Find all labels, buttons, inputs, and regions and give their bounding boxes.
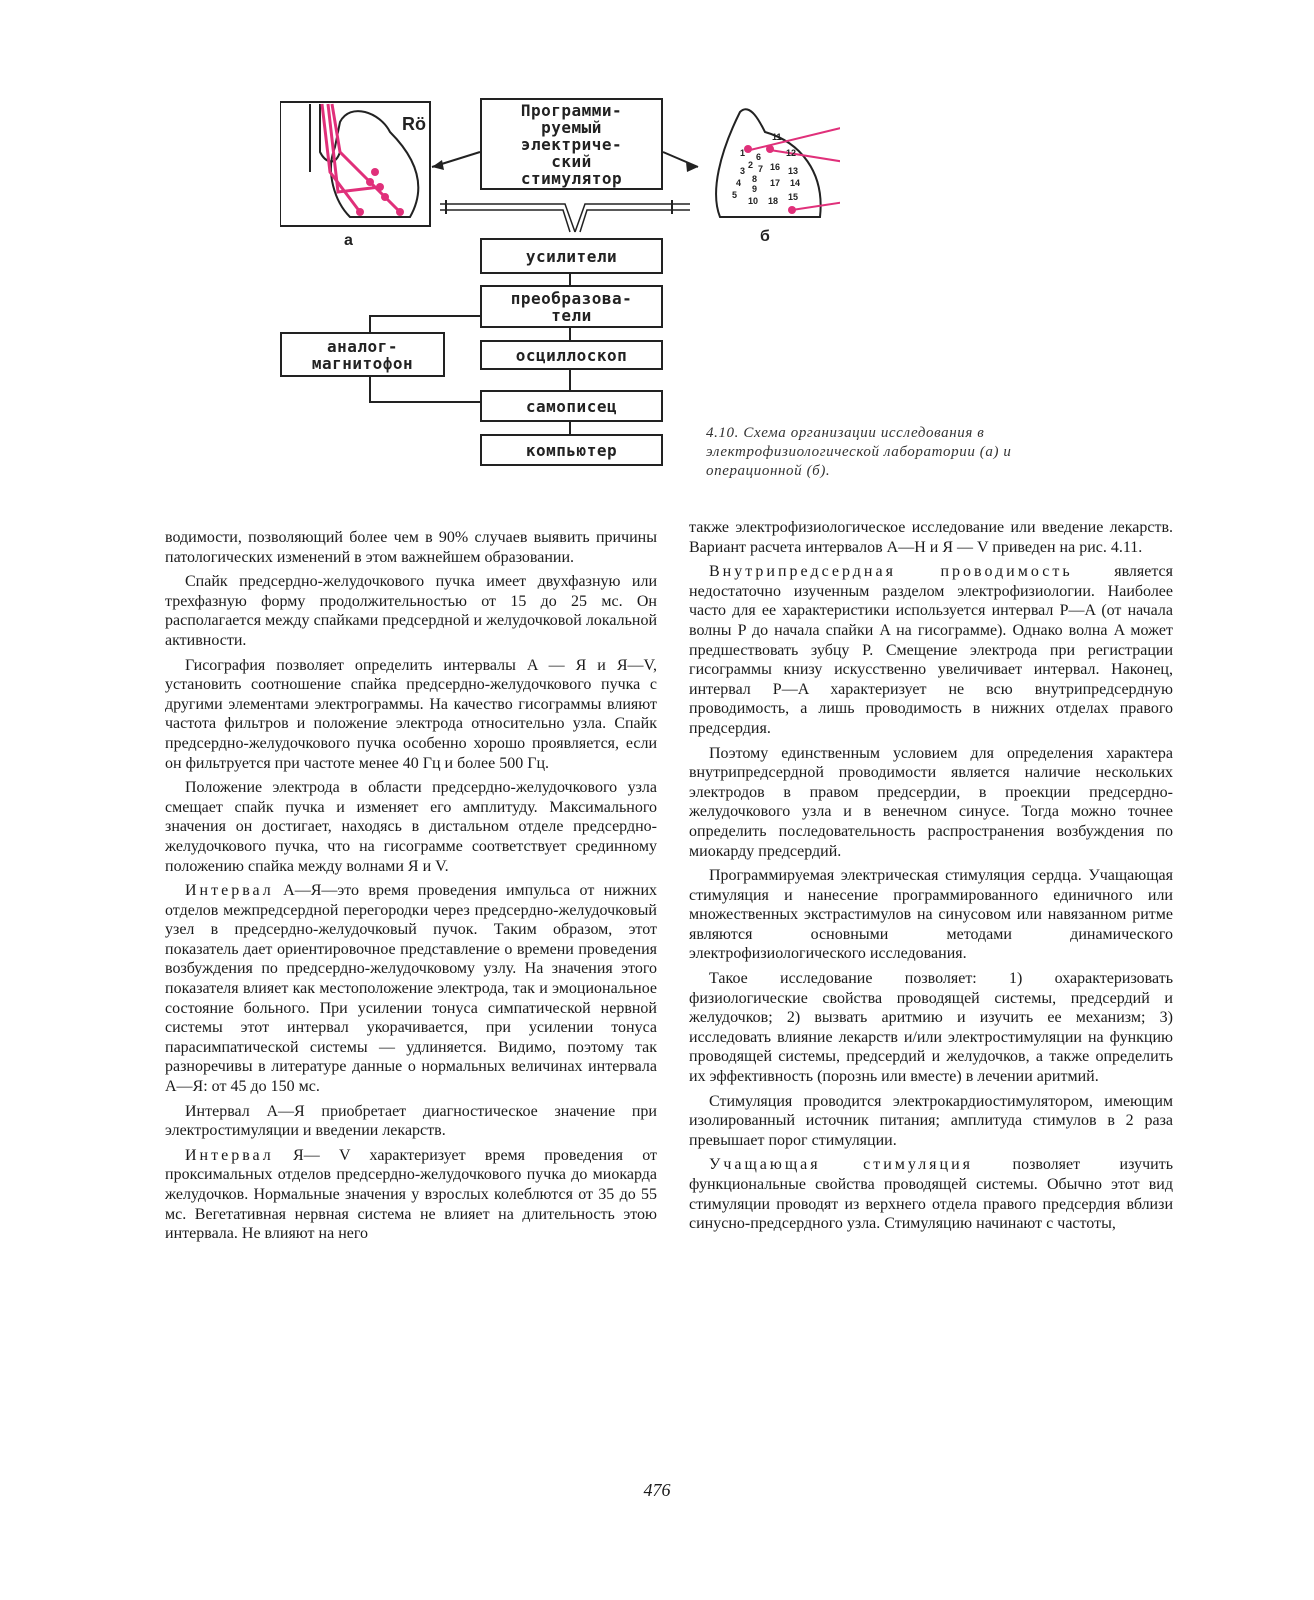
amplifiers-box: усилители bbox=[480, 238, 663, 274]
paragraph-text: Такое исследование позволяет: 1) охарактеризовать физиологические свойства проводящей системы, предсердий и желудочков; 2) вызвать аритмию и изучить ее механизм; 3) исследовать влияние лекарств и/или электростимуляции на функцию проводящей системы, предсердий и желудочков, а также определить их эффективность (порознь или вместе) в лечении аритмий. bbox=[689, 970, 1173, 1086]
electrode-number: 12 bbox=[786, 148, 797, 158]
paragraph-text: Поэтому единственным условием для определения характера внутрипредсердной проводимости является наличие нескольких электродов в правом предсердии, в проекции предсердно-желудочкового узла и в венечном синусе. Тогда можно точнее определить последовательность распространения возбуждения по миокарду предсердий. bbox=[689, 744, 1173, 860]
paragraph-text: Программируемая электрическая стимуляция сердца. Учащающая стимуляция и нанесение программированного единичного или множественных экстрастимулов на синусовом или навязанном ритме являются основными методами динамического электрофизиологического исследования. bbox=[689, 867, 1173, 963]
paragraph bbox=[165, 881, 657, 1097]
arrow-to-b bbox=[663, 152, 698, 167]
paragraph bbox=[165, 778, 657, 876]
page-number: 476 bbox=[643, 1480, 671, 1500]
spaced-heading: Интервал bbox=[185, 1146, 274, 1164]
stimulator-box: Программи- руемый электриче- ский стимулятор bbox=[480, 98, 663, 190]
electrode-number: 14 bbox=[790, 178, 801, 188]
lead-a-1 bbox=[440, 204, 575, 232]
paragraph bbox=[165, 1146, 657, 1244]
paragraph bbox=[689, 562, 1173, 738]
lead-b-2 bbox=[580, 210, 690, 232]
spaced-heading: Внутрипредсердная проводимость bbox=[709, 563, 1073, 581]
paragraph-text: Стимуляция проводится электрокардиостимулятором, имеющим изолированный источник питания; амплитуда стимулов в 2 раза превышает порог стимуляции. bbox=[689, 1092, 1173, 1149]
paragraph-text: водимости, позволяющий более чем в 90% случаев выявить причины патологических изменений в этом важнейшем образовании. bbox=[165, 529, 657, 566]
panel-b-label: б bbox=[760, 228, 770, 245]
figure-caption bbox=[706, 424, 1046, 481]
paragraph bbox=[689, 518, 1173, 557]
computer-box: компьютер bbox=[480, 434, 663, 466]
electrode-number: 6 bbox=[756, 152, 762, 162]
wire-b-3 bbox=[792, 202, 840, 210]
tape-recorder-box: аналог- магнитофон bbox=[280, 332, 445, 377]
electrode-number: 15 bbox=[788, 192, 799, 202]
electrode-number: 5 bbox=[732, 190, 738, 200]
wire-b-2 bbox=[770, 150, 840, 162]
converters-box: преобразова- тели bbox=[480, 285, 663, 328]
electrode-number: 2 bbox=[748, 160, 754, 170]
electrode-number: 13 bbox=[788, 166, 799, 176]
paragraph-text: также электрофизиологическое исследование или введение лекарств. Вариант расчета интервалов A—H и Я — V приведен на рис. 4.11. bbox=[689, 519, 1173, 556]
oscilloscope-box: осциллоскоп bbox=[480, 340, 663, 370]
panel-a-label: а bbox=[344, 232, 353, 249]
spaced-heading: Учащающая стимуляция bbox=[709, 1156, 974, 1174]
electrode-number: 7 bbox=[758, 164, 764, 174]
rontgen-label: Rö bbox=[402, 114, 426, 134]
electrode-number: 11 bbox=[772, 132, 782, 142]
paragraph bbox=[689, 866, 1173, 964]
caption-number: 4.10. bbox=[706, 425, 739, 441]
paragraph bbox=[165, 1102, 657, 1141]
paragraph-text: позволяет изучить функциональные свойства проводящей системы. Обычно этот вид стимуляции проводят из верхнего отдела правого предсердия вблизи синусно-предсердного узла. Стимуляцию начинают с частоты, bbox=[689, 1156, 1173, 1233]
paragraph-text: Гисография позволяет определить интервалы A — Я и Я—V, установить соотношение спайка предсердно-желудочкового пучка с другими элементами электрограммы. На качество гисограммы влияют частота фильтров и положение электрода относительно узла. Спайк предсердно-желудочкового пучка особенно хорошо проявляется, если он фильтруется при частоте менее 40 Гц и более 500 Гц. bbox=[165, 656, 657, 772]
catheter-2 bbox=[332, 104, 400, 212]
electrode-number: 3 bbox=[740, 166, 746, 176]
paragraph-text: Интервал A—Я приобретает диагностическое значение при электростимуляции и введении лекарств. bbox=[165, 1102, 657, 1140]
electrode-number: 10 bbox=[748, 196, 759, 206]
electrode-number: 16 bbox=[770, 162, 781, 172]
electrode-number: 4 bbox=[736, 178, 742, 188]
recorder-box: самописец bbox=[480, 390, 663, 422]
paragraph bbox=[165, 528, 657, 567]
paragraph bbox=[689, 969, 1173, 1087]
electrode-number: 18 bbox=[768, 196, 779, 206]
lead-a-2 bbox=[440, 210, 570, 232]
electrode-number: 1 bbox=[740, 148, 746, 158]
paragraph-text: Положение электрода в области предсердно-желудочкового узла смещает спайк пучка и изменяет его амплитуду. Максимального значения он достигает, находясь в дистальном отделе предсердно-желудочкового пучка, что на гисограмме соответствует срединному положению спайка между волнами Я и V. bbox=[165, 779, 657, 875]
paragraph bbox=[165, 572, 657, 650]
electrode-number: 8 bbox=[752, 174, 758, 184]
spaced-heading: Интервал bbox=[185, 882, 274, 900]
electrode-number: 17 bbox=[770, 178, 781, 188]
paragraph-text: является недостаточно изученным разделом электрофизиологии. Наиболее часто для ее характеристики используется интервал P—A (от начала волны P до начала спайки A на гисограмме). Однако волна A может предшествовать зубцу P. Смещение электрода при регистрации гисограммы книзу искусственно увеличивает интервал. Наконец, интервал P—A характеризует не всю внутрипредсердную проводимость, а лишь проводимость в нижних отделах правого предсердия. bbox=[689, 563, 1174, 737]
paragraph bbox=[689, 1092, 1173, 1151]
link-tape-bottom bbox=[370, 377, 480, 402]
right-column bbox=[689, 518, 1173, 1239]
paragraph-text: Я— V характеризует время проведения от проксимальных отделов предсердно-желудочкового пучка до миокарда желудочков. Нормальные значения у взрослых колеблются от 35 до 55 мс. Вегетативная нервная система не влияет на длительность этою интервала. Не влияют на него bbox=[165, 1146, 657, 1243]
paragraph bbox=[689, 1155, 1173, 1233]
paragraph bbox=[165, 656, 657, 774]
caption-text: Схема организации исследования в электрофизиологической лаборатории (а) и операционной (б). bbox=[706, 425, 1012, 479]
paragraph bbox=[689, 744, 1173, 862]
link-tape-top bbox=[370, 316, 480, 332]
left-column bbox=[165, 528, 657, 1249]
paragraph-text: A—Я—это время проведения импульса от нижних отделов межпредсердной перегородки через предсердно-желудочковый узел в предсердно-желудочковый пучок. Таким образом, этот показатель дает ориентировочное представление о времени проведения возбуждения по предсердно-желудочковому узлу. На значения этого показателя влияет как местоположение электрода, так и эмоциональное состояние больного. При усилении тонуса симпатической нервной системы этот интервал укорачивается, при усилении тонуса парасимпатической системы — удлиняется. Видимо, поэтому так разноречивы в литературе данные о нормальных величинах интервала A—Я: от 45 до 150 мс. bbox=[165, 882, 657, 1096]
paragraph-text: Спайк предсердно-желудочкового пучка имеет двухфазную или трехфазную форму продолжительностью от 15 до 25 мс. Он располагается между спайками предсердной и желудочковой локальной активности. bbox=[165, 573, 657, 649]
electrode-number: 9 bbox=[752, 184, 758, 194]
